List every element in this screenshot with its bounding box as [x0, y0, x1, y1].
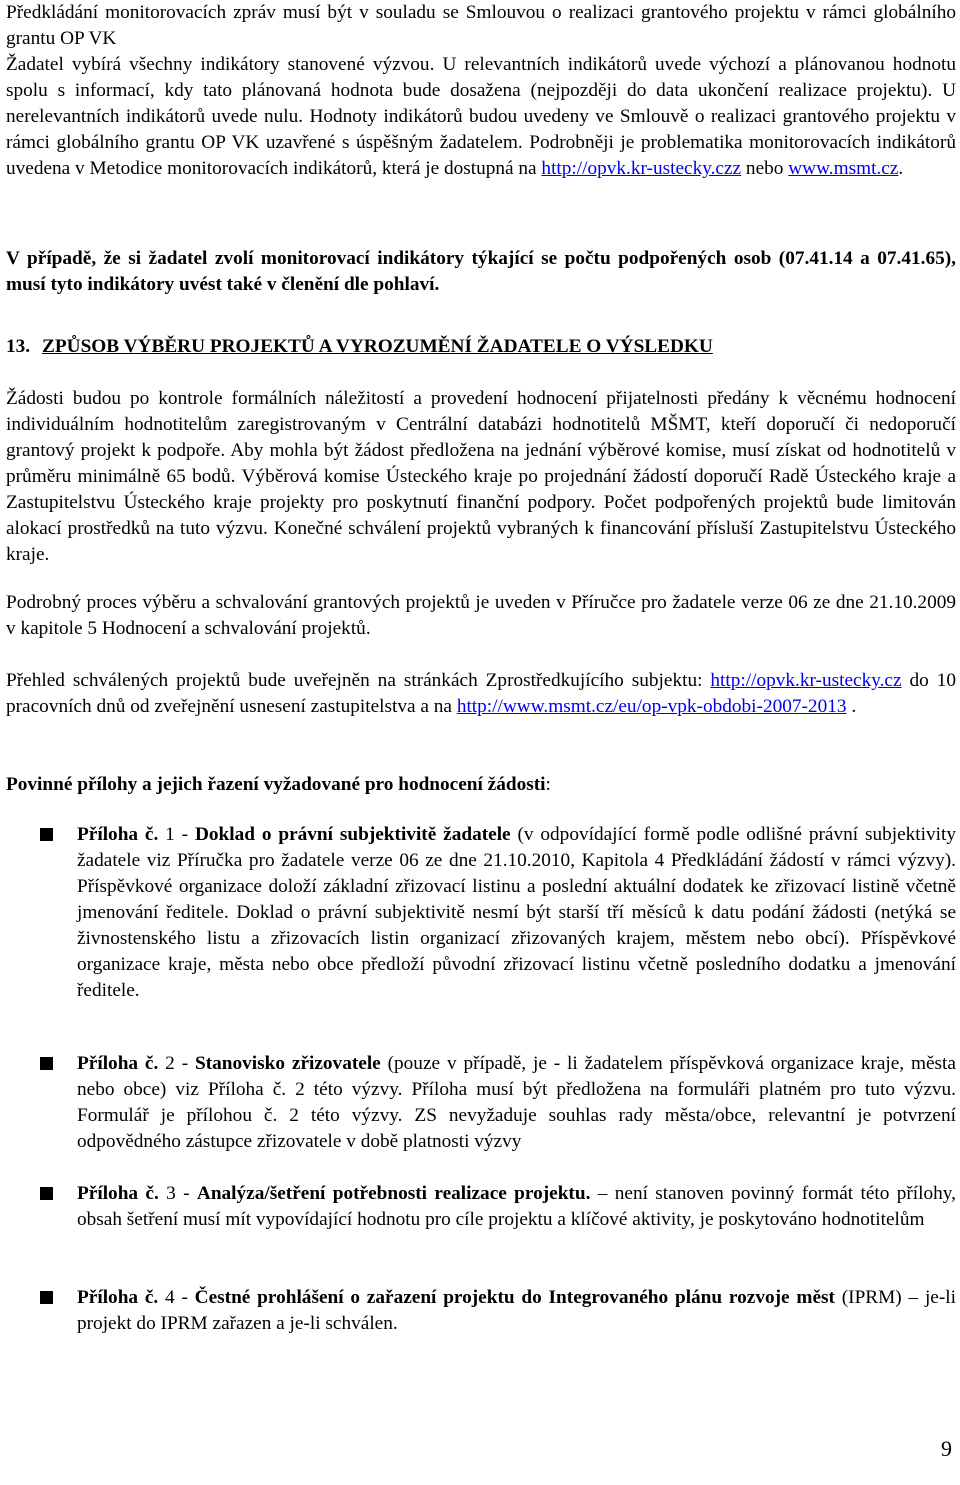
section-heading [6, 334, 956, 360]
indicators-paragraph [6, 52, 956, 182]
attachments-heading-colon: : [545, 774, 551, 795]
attachment-text: – není stanoven povinný formát této přílohy, obsah šetření musí mít vypovídající hodnotu pro cíle projektu a klíčové aktivity, je poskytováno hodnotitelům [77, 1183, 956, 1230]
section-number: 13. [6, 336, 31, 357]
attachment-text: (IPRM) – je-li projekt do IPRM zařazen a je-li schválen. [77, 1287, 956, 1334]
attachment-title: Doklad o právní subjektivitě žadatele [194, 824, 511, 845]
page-number: 9 [941, 1436, 952, 1461]
attachment-text: (v odpovídající formě podle odlišné právní subjektivity žadatele viz Příručka pro žadatele verze 06 ze dne 21.10.2010, Kapitola 4 Předkládání žádostí v rámci výzvy). Příspěvkové organizace doloží základní zřizovací listinu a poslední aktuální dodatek ke zřizovací listině včetně jmenování ředitele. Doklad o právní subjektivitě nesmí být starší tří měsíců k datu podání žádosti (netýká se živnostenského listu a zřizovacích listin organizací zřizovaných krajem, městem nebo obcí). Příspěvkové organizace kraje, města nebo obce předloží původní zřizovací listinu včetně posledního dodatku a jmenování ředitele. [77, 824, 956, 1001]
overview-paragraph [6, 668, 956, 720]
gender-paragraph: V případě, že si žadatel zvolí monitorovací indikátory týkající se počtu podpořených osob (07.41.14 a 07.41.65), musí tyto indikátory uvést také v členění dle pohlaví. [6, 248, 956, 295]
indicators-text: Žadatel vybírá všechny indikátory stanovené výzvou. U relevantních indikátorů uvede výchozí a plánovanou hodnotu spolu s informací, kdy tato plánovaná hodnota bude dosažena (nejpozději do data ukončení realizace projektu). U nerelevantních indikátorů uvede nulu. Hodnoty indikátorů budou uvedeny ve Smlouvě o realizaci grantového projektu v rámci globálního grantu OP VK uzavřené s úspěšným žadatelem. Podrobněji je problematika monitorovacích indikátorů uvedena v Metodice monitorovacích indikátorů, která je dostupná na [6, 54, 956, 179]
overview-end: . [846, 696, 857, 717]
attachment-label: Příloha č. [77, 1053, 159, 1074]
section-title: ZPŮSOB VÝBĚRU PROJEKTŮ A VYROZUMĚNÍ ŽADATELE O VÝSLEDKU [42, 336, 713, 357]
bullet-icon [40, 1291, 53, 1304]
attachment-label: Příloha č. [77, 1287, 159, 1308]
intro-paragraph: Předkládání monitorovacích zpráv musí být v souladu se Smlouvou o realizaci grantového projektu v rámci globálního grantu OP VK [6, 2, 956, 49]
overview-middle: do 10 pracovních dnů od zveřejnění usnesení zastupitelstva a na [6, 670, 957, 717]
attachment-title: Stanovisko zřizovatele [195, 1053, 381, 1074]
opvk-link[interactable]: http://opvk.kr-ustecky.czz [541, 158, 742, 179]
attachment-number: 2 - [158, 1053, 195, 1074]
selection-paragraph: Žádosti budou po kontrole formálních náležitostí a provedení hodnocení přijatelnosti předány k věcnému hodnocení individuálním hodnotitelům zaregistrovaným v Centrální databázi hodnotitelů MŠMT, kteří doporučí či nedoporučí grantový projekt k podpoře. Aby mohla být žádost předložena na jednání výběrové komise, musí získat od hodnotitelů v průměru minimálně 65 bodů. Výběrová komise Ústeckého kraje po projednání žádostí doporučí Radě Ústeckého kraje a Zastupitelstvu Ústeckého kraje projekty pro poskytnutí finanční podpory. Počet podpořených projektů bude limitován alokací prostředků na tuto výzvu. Konečné schválení projektů vybraných k financování přísluší Zastupitelstvu Ústeckého kraje. [6, 388, 956, 565]
attachment-title: Čestné prohlášení o zařazení projektu do Integrovaného plánu rozvoje měst [194, 1287, 835, 1308]
bullet-icon [40, 1057, 53, 1070]
attachments-heading [6, 772, 956, 798]
attachment-label: Příloha č. [77, 1183, 159, 1204]
bullet-icon [40, 828, 53, 841]
bullet-icon [40, 1187, 53, 1200]
overview-text: Přehled schválených projektů bude uveřejněn na stránkách Zprostředkujícího subjektu: [6, 670, 711, 691]
opvk-results-link[interactable]: http://opvk.kr-ustecky.cz [710, 670, 902, 691]
attachment-item-1 [77, 822, 956, 1004]
attachment-label: Příloha č. [77, 824, 159, 845]
attachment-number: 4 - [158, 1287, 195, 1308]
attachment-number: 1 - [158, 824, 195, 845]
attachment-item-3 [77, 1181, 956, 1233]
attachment-title: Analýza/šetření potřebnosti realizace projektu. [196, 1183, 591, 1204]
attachment-item-4 [77, 1285, 956, 1337]
process-paragraph: Podrobný proces výběru a schvalování grantových projektů je uveden v Příručce pro žadatele verze 06 ze dne 21.10.2009 v kapitole 5 Hodnocení a schvalování projektů. [6, 592, 956, 639]
indicators-between: nebo [741, 158, 789, 179]
msmt-link[interactable]: www.msmt.cz [788, 158, 899, 179]
attachment-text: (pouze v případě, je - li žadatelem příspěvková organizace kraje, města nebo obce) viz Příloha č. 2 této výzvy. Příloha musí být předložena na formuláři platném pro tuto výzvu. Formulář je přílohou č. 2 této výzvy. ZS nevyžaduje souhlas rady města/obce, relevantní je potvrzení odpovědného zástupce zřizovatele v době platnosti výzvy [77, 1053, 956, 1152]
attachment-number: 3 - [158, 1183, 197, 1204]
msmt-results-link[interactable]: http://www.msmt.cz/eu/op-vpk-obdobi-2007-2013 [456, 696, 847, 717]
indicators-end: . [898, 158, 904, 179]
attachment-item-2 [77, 1051, 956, 1155]
attachments-heading-text: Povinné přílohy a jejich řazení vyžadované pro hodnocení žádosti [6, 774, 546, 795]
